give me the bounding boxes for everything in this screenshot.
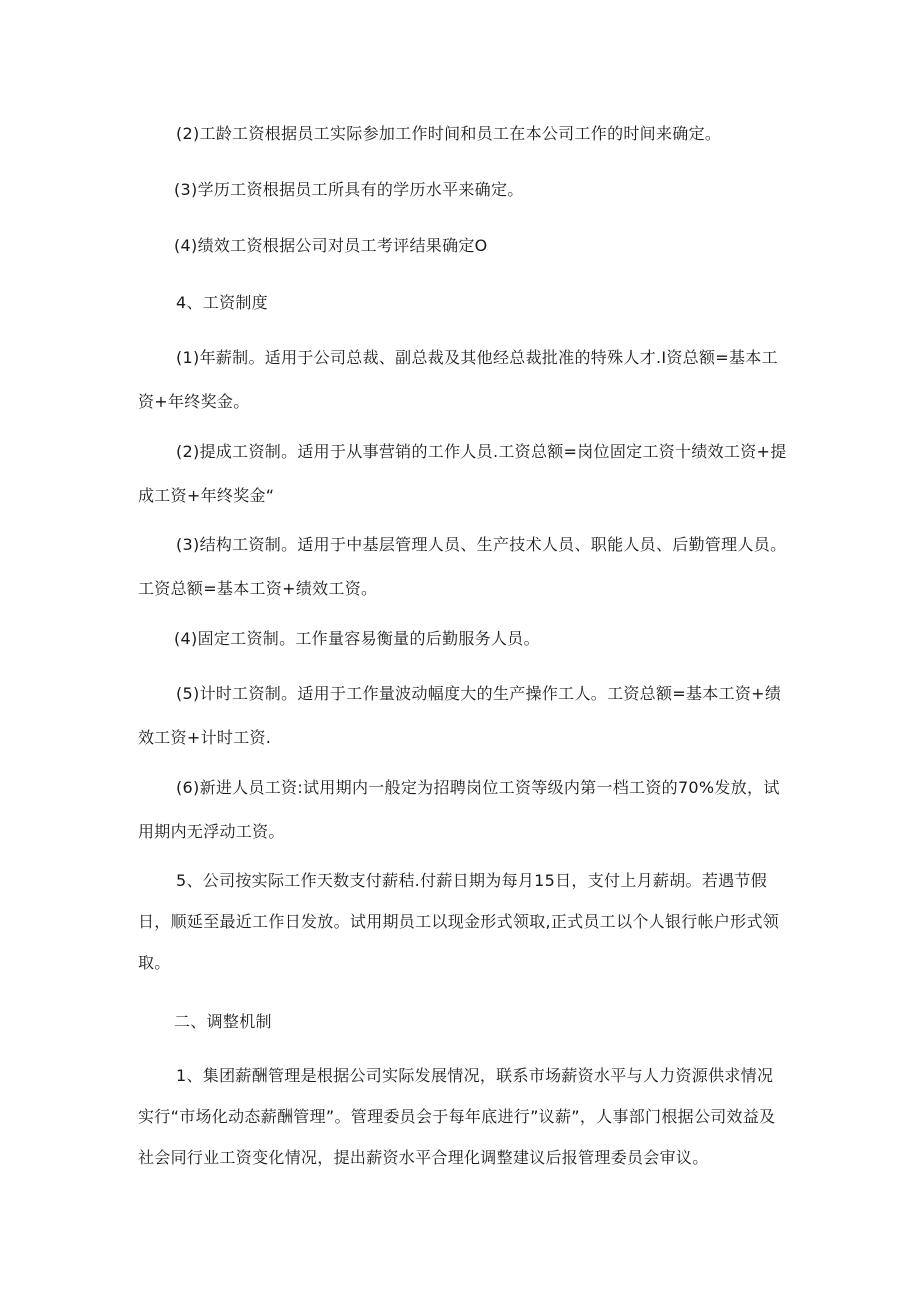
paragraph-fixed-wage: (4)固定工资制。工作量容易衡量的后勤服务人员。 [174,629,540,648]
paragraph-payment-schedule: 5、公司按实际工作天数支付薪秸.付薪日期为每月15日，支付上月薪胡。若遇节假日，顺延至最近工作日发放。试用期员工以现金形式领取,正式员工以个人银行帐户形式领取。 [138,871,780,972]
paragraph-seniority-wage: (2)工龄工资根据员工实际参加工作时间和员工在本公司工作的时间来确定。 [176,124,722,143]
paragraph-education-wage: (3)学历工资根据员工所具有的学历水平来确定。 [174,180,524,199]
paragraph-annual-salary: (1)年薪制。适用于公司总裁、副总裁及其他经总裁批准的特殊人才.I资总额=基本工资+年终奖金。 [138,348,778,411]
paragraph-commission-wage: (2)提成工资制。适用于从事营销的工作人员.工资总额=岗位固定工资十绩效工资+提成工资+年终奖金“ [138,442,787,505]
paragraph-hourly-wage: (5)计时工资制。适用于工作量波动幅度大的生产操作工人。工资总额=基本工资+绩效工资+计时工资. [138,684,782,747]
paragraph-salary-adjustment: 1、集团薪酬管理是根据公司实际发展情况，联系市场薪资水平与人力资源供求情况实行“市场化动态薪酬管理”。管理委员会于每年底进行”议薪”，人事部门根据公司效益及社会同行业工资变化情况，提出薪资水平合理化调整建议后报管理委员会审议。 [138,1066,776,1167]
paragraph-performance-wage: (4)绩效工资根据公司对员工考评结果确定O [174,236,488,255]
paragraph-new-hire-wage: (6)新进人员工资:试用期内一般定为招聘岗位工资等级内第一档工资的70%发放，试用期内无浮动工资。 [138,778,780,841]
heading-wage-system: 4、工资制度 [176,293,268,312]
heading-adjustment-mechanism: 二、调整机制 [174,1012,272,1031]
paragraph-structural-wage: (3)结构工资制。适用于中基层管理人员、生产技术人员、职能人员、后勤管理人员。工资总额=基本工资+绩效工资。 [138,535,787,598]
